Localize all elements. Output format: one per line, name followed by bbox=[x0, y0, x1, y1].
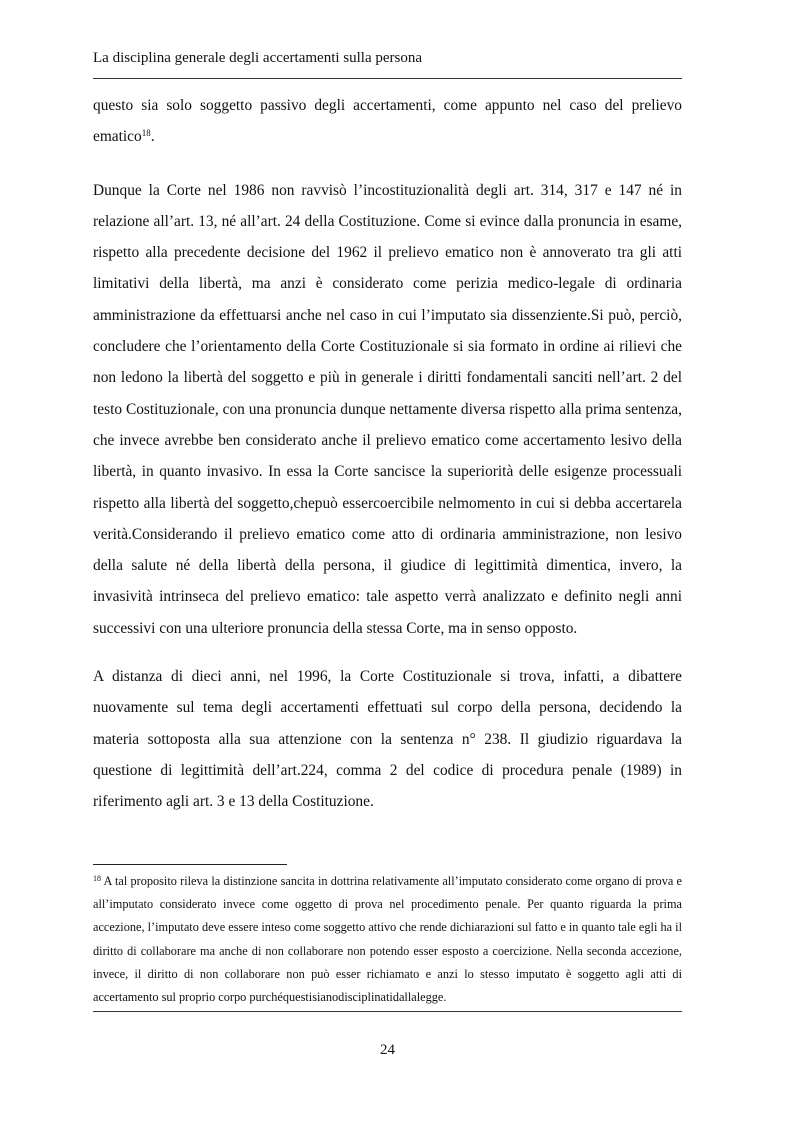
footnote-number: 18 bbox=[93, 874, 101, 883]
body-text bbox=[93, 90, 682, 835]
paragraph-1-text: questo sia solo soggetto passivo degli accertamenti, come appunto nel caso del prelievo ematico bbox=[93, 97, 682, 146]
footnote-text: A tal proposito rileva la distinzione sancita in dottrina relativamente all’imputato considerato come organo di prova e all’imputato considerato invece come oggetto di prova nel procedimento penale. Per quanto riguarda la prima accezione, l’imputato deve essere inteso come soggetto attivo che rende dichiarazioni sul fatto e in quanto tale egli ha il diritto di collaborare ma anche di non collaborare non potendo esser esposto a coercizione. Nella seconda accezione, invece, il diritto di non collaborare non può esser richiamato e anzi lo stesso imputato è soggetto agli atti di accertamento sul proprio corpo purchéquestisianodisciplinatidallalegge. bbox=[93, 874, 682, 1005]
running-header: La disciplina generale degli accertamenti sulla persona bbox=[93, 50, 423, 66]
paragraph-1 bbox=[93, 90, 682, 153]
paragraph-1-tail: . bbox=[150, 128, 155, 146]
paragraph-3: A distanza di dieci anni, nel 1996, la Corte Costituzionale si trova, infatti, a dibattere nuovamente sul tema degli accertamenti effettuati sul corpo della persona, decidendo la materia sottoposta alla sua attenzione con la sentenza n° 238. Il giudizio riguardava la questione di legittimità dell’art.224, comma 2 del codice di procedura penale (1989) in riferimento agli art. 3 e 13 della Costituzione. bbox=[93, 668, 682, 811]
document-page bbox=[93, 0, 682, 1123]
footnote-separator bbox=[93, 864, 287, 865]
page-number: 24 bbox=[380, 1042, 395, 1058]
footnote-reference[interactable]: 18 bbox=[141, 128, 151, 139]
footnote bbox=[93, 870, 682, 1009]
paragraph-2: Dunque la Corte nel 1986 non ravvisò l’incostituzionalità degli art. 314, 317 e 147 né in relazione all’art. 13, né all’art. 24 della Costituzione. Come si evince dalla pronuncia in esame, rispetto alla precedente decisione del 1962 il prelievo ematico non è annoverato tra gli atti limitativi della libertà, ma anzi è considerato come perizia medico-legale di ordinaria amministrazione da effettuarsi anche nel caso in cui l’imputato sia dissenziente.Si può, perciò, concludere che l’orientamento della Corte Costituzionale si sia formato in ordine ai rilievi che non ledono la libertà del soggetto e più in generale i diritti fondamentali sanciti nell’art. 2 del testo Costituzionale, con una pronuncia dunque nettamente diversa rispetto alla prima sentenza, che invece avrebbe ben considerato anche il prelievo ematico come accertamento lesivo della libertà, in quanto invasivo. In essa la Corte sancisce la superiorità delle esigenze processuali rispetto alla libertà del soggetto,chepuò essercoercibile nelmomento in cui si debba accertarela verità.Considerando il prelievo ematico come atto di ordinaria amministrazione, non lesivo della salute né della libertà della persona, il giudice di legittimità dimentica, invero, la invasività intrinseca del prelievo ematico: tale aspetto verrà analizzato e definito negli anni successivi con una ulteriore pronuncia della stessa Corte, ma in senso opposto. bbox=[93, 181, 682, 637]
header-rule bbox=[93, 78, 682, 79]
footer-rule bbox=[93, 1011, 682, 1012]
